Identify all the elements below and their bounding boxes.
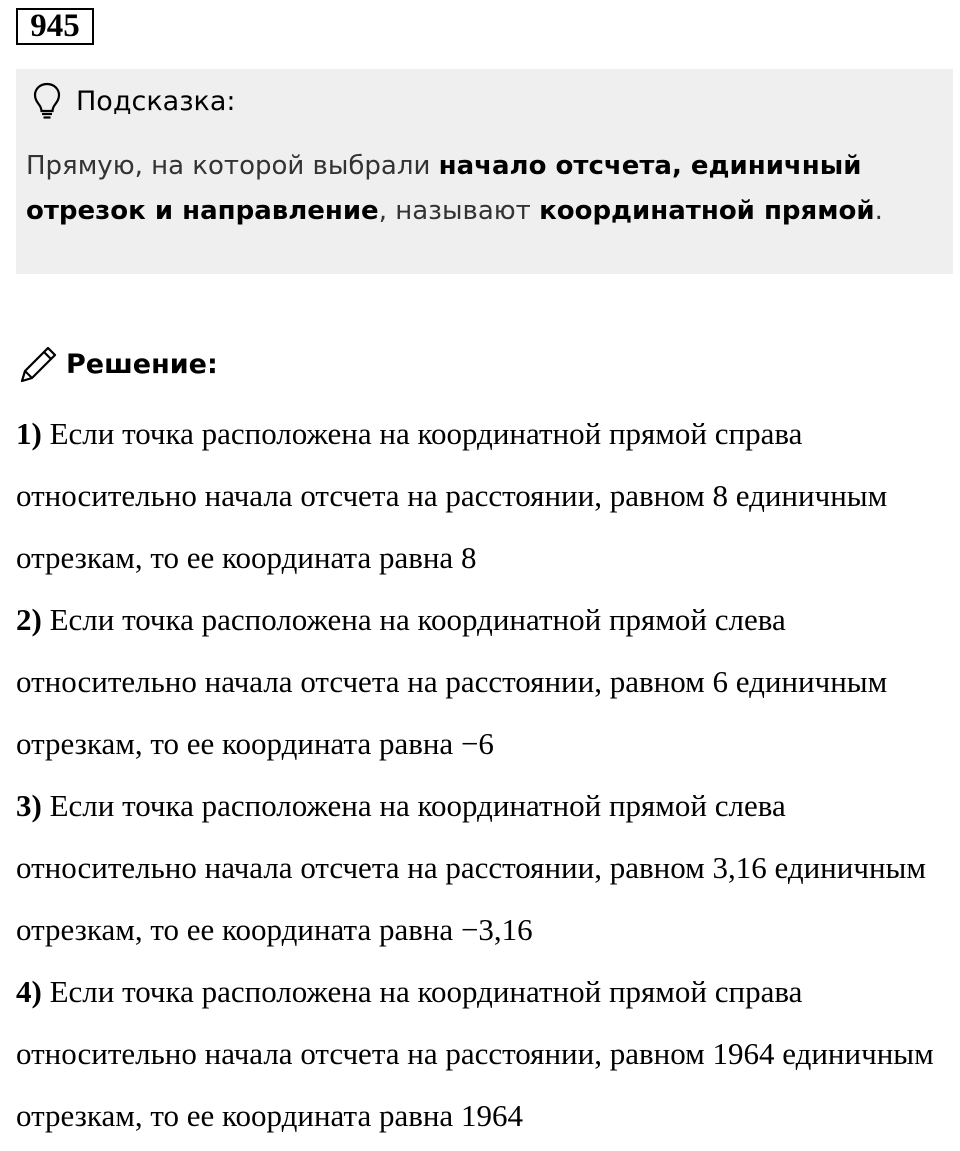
item-text: Если точка расположена на координатной прямой справа относительно начала отсчета на расстоянии, равном 8 единичным отрезкам, то ее координата равна 8 [16,416,888,575]
hint-box [16,69,953,274]
item-text: Если точка расположена на координатной прямой слева относительно начала отсчета на расстоянии, равном 6 единичным отрезкам, то ее координата равна −6 [16,602,888,761]
hint-term-coordinate-line: координатной прямой [539,196,875,226]
hint-text-part: Прямую, на которой выбрали [26,151,439,181]
item-number: 4) [16,974,42,1009]
item-text: Если точка расположена на координатной прямой справа относительно начала отсчета на расстоянии, равном 1964 единичным отрезкам, то ее координата равна 1964 [16,974,934,1133]
solution-item-3 [16,775,951,961]
hint-text-part: , называют [378,196,540,226]
hint-term-origin: начало отсчета, единичный отрезок и направление [26,151,862,226]
pencil-icon [18,343,60,385]
hint-text-part: . [874,196,883,226]
solution-title: Решение: [66,348,218,380]
item-number: 3) [16,788,42,823]
task-number: 945 [16,8,94,45]
item-text: Если точка расположена на координатной прямой слева относительно начала отсчета на расстоянии, равном 3,16 единичным отрезкам, то ее координата равна −3,16 [16,788,926,947]
hint-title: Подсказка: [76,85,236,117]
hint-text [26,144,936,234]
solution-list [16,403,951,1147]
solution-item-2 [16,589,951,775]
hint-header [32,81,236,121]
item-number: 2) [16,602,42,637]
solution-item-4 [16,961,951,1147]
solution-item-1 [16,403,951,589]
lightbulb-icon [32,82,62,120]
item-number: 1) [16,416,42,451]
solution-header [18,342,218,386]
